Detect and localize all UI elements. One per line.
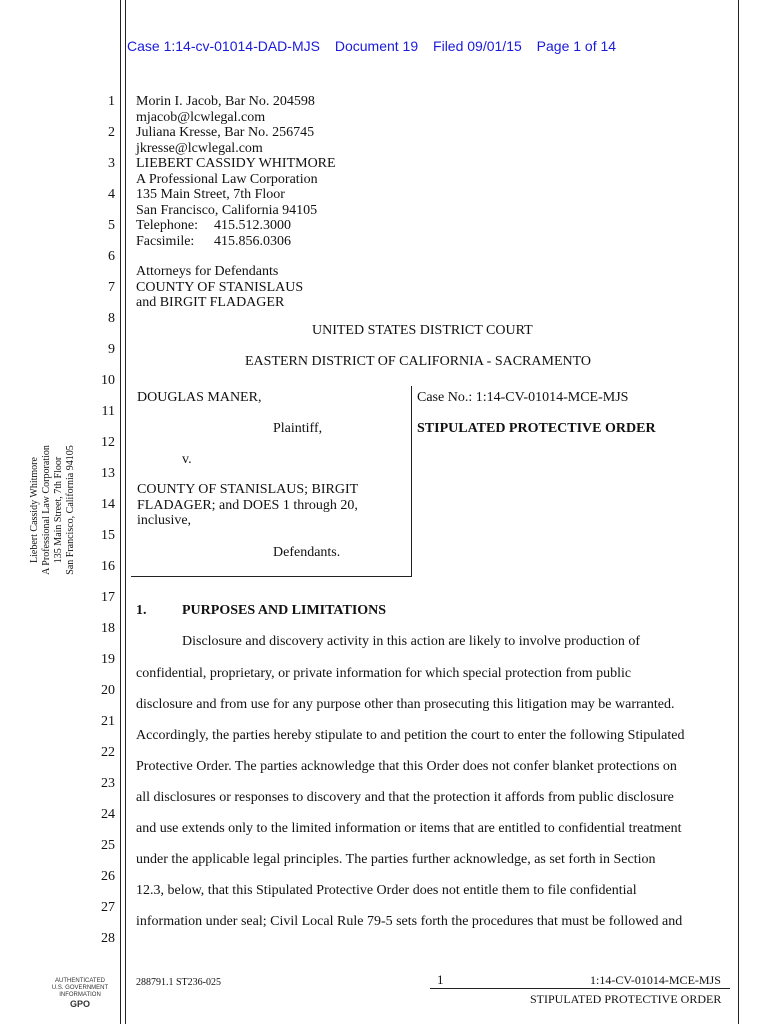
line-number: 1 (108, 94, 115, 109)
counsel-line: mjacob@lcwlegal.com (136, 109, 266, 125)
versus: v. (182, 452, 192, 467)
line-number: 14 (101, 497, 115, 512)
header-filed: Filed 09/01/15 (433, 38, 522, 54)
line-number: 19 (101, 652, 115, 667)
left-margin-rule-1 (120, 0, 121, 1024)
firm-sidebar-line: Liebert Cassidy Whitmore (29, 457, 40, 563)
facsimile-number: 415.856.0306 (214, 233, 291, 249)
gpo-seal-line: INFORMATION (59, 992, 101, 998)
header-document: Document 19 (334, 38, 419, 54)
body-line: information under seal; Civil Local Rule 79-5 sets forth the procedures that must be followed and (136, 914, 683, 929)
counsel-line: A Professional Law Corporation (136, 171, 318, 187)
line-number: 8 (108, 311, 115, 326)
line-number: 26 (101, 869, 115, 884)
section-number: 1. (136, 603, 147, 618)
attorneys-for-block (136, 264, 303, 311)
line-number: 21 (101, 714, 115, 729)
line-number: 2 (108, 125, 115, 140)
body-line: Disclosure and discovery activity in this action are likely to involve production of (182, 634, 641, 649)
attorneys-for-line: Attorneys for Defendants (136, 264, 279, 279)
gpo-seal-line: U.S. GOVERNMENT (51, 985, 109, 991)
body-line: confidential, proprietary, or private information for which special protection from public (136, 666, 632, 681)
firm-sidebar (29, 380, 77, 640)
gpo-mark: GPO (69, 999, 90, 1009)
court-name: UNITED STATES DISTRICT COURT (312, 323, 533, 338)
facsimile-row (136, 234, 336, 250)
body-line: Protective Order. The parties acknowledge that this Order does not confer blanket protections on (136, 759, 677, 774)
gpo-authentication-seal (50, 978, 110, 1008)
telephone-row (136, 218, 336, 234)
counsel-line: San Francisco, California 94105 (136, 202, 318, 218)
counsel-line: Juliana Kresse, Bar No. 256745 (136, 125, 315, 140)
counsel-line: 135 Main Street, 7th Floor (136, 187, 285, 202)
line-number: 22 (101, 745, 115, 760)
footer-doc-id: 288791.1 ST236-025 (136, 977, 221, 988)
court-district: EASTERN DISTRICT OF CALIFORNIA - SACRAMENTO (245, 354, 592, 369)
body-line: 12.3, below, that this Stipulated Protective Order does not entitle them to file confidential (136, 883, 637, 898)
defendants-block (137, 482, 358, 529)
line-number: 20 (101, 683, 115, 698)
line-number: 5 (108, 218, 115, 233)
counsel-block (136, 94, 336, 249)
footer-case-number: 1:14-CV-01014-MCE-MJS (590, 973, 721, 987)
document-title: STIPULATED PROTECTIVE ORDER (417, 421, 656, 436)
line-number: 24 (101, 807, 115, 822)
defendants-line: inclusive, (137, 513, 192, 528)
header-page: Page 1 of 14 (536, 38, 617, 54)
line-number: 12 (101, 435, 115, 450)
attorneys-for-line: and BIRGIT FLADAGER (136, 295, 285, 310)
line-number: 15 (101, 528, 115, 543)
attorneys-for-line: COUNTY OF STANISLAUS (136, 279, 304, 295)
line-number: 4 (108, 187, 115, 202)
line-number: 13 (101, 466, 115, 481)
body-line: under the applicable legal principles. The parties further acknowledge, as set forth in Section (136, 852, 656, 867)
line-number: 11 (101, 404, 115, 419)
plaintiff-name: DOUGLAS MANER, (137, 390, 262, 405)
defendants-role: Defendants. (273, 545, 341, 560)
gpo-seal-line: AUTHENTICATED (55, 978, 105, 984)
line-number: 28 (101, 931, 115, 946)
line-number: 18 (101, 621, 115, 636)
telephone-label: Telephone: (136, 218, 198, 233)
firm-sidebar-line: A Professional Law Corporation (41, 445, 52, 575)
line-number: 27 (101, 900, 115, 915)
counsel-line: Morin I. Jacob, Bar No. 204598 (136, 94, 315, 109)
facsimile-label: Facsimile: (136, 233, 195, 249)
ecf-header (127, 38, 627, 54)
telephone-number: 415.512.3000 (214, 218, 291, 233)
right-margin-rule (738, 0, 739, 1024)
plaintiff-role: Plaintiff, (273, 421, 323, 436)
line-number: 10 (101, 373, 115, 388)
line-number: 17 (101, 590, 115, 605)
body-line: disclosure and from use for any purpose other than prosecuting this litigation may be warranted. (136, 697, 675, 712)
defendants-line: COUNTY OF STANISLAUS; BIRGIT (137, 482, 359, 497)
case-number: Case No.: 1:14-CV-01014-MCE-MJS (417, 390, 629, 405)
firm-sidebar-line: 135 Main Street, 7th Floor (53, 456, 64, 564)
body-line: Accordingly, the parties hereby stipulate to and petition the court to enter the following Stipulated (136, 728, 685, 743)
section-heading: PURPOSES AND LIMITATIONS (182, 603, 387, 618)
left-margin-rule-2 (125, 0, 126, 1024)
line-number: 23 (101, 776, 115, 791)
body-line: and use extends only to the limited information or items that are entitled to confidential treatment (136, 821, 682, 836)
line-number: 9 (108, 342, 115, 357)
line-number: 7 (108, 280, 115, 295)
footer-title: STIPULATED PROTECTIVE ORDER (530, 992, 722, 1006)
defendants-line: FLADAGER; and DOES 1 through 20, (137, 497, 358, 513)
line-number: 25 (101, 838, 115, 853)
counsel-line: LIEBERT CASSIDY WHITMORE (136, 156, 336, 171)
footer-page-number: 1 (437, 972, 444, 987)
counsel-line: jkresse@lcwlegal.com (136, 140, 263, 156)
header-case: Case 1:14-cv-01014-DAD-MJS (127, 38, 320, 54)
line-number: 16 (101, 559, 115, 574)
line-number: 3 (108, 156, 115, 171)
line-number: 6 (108, 249, 115, 264)
firm-sidebar-line: San Francisco, California 94105 (65, 445, 76, 575)
footer-rule (430, 988, 730, 989)
body-line: all disclosures or responses to discovery and that the protection it affords from public disclosure (136, 790, 674, 805)
